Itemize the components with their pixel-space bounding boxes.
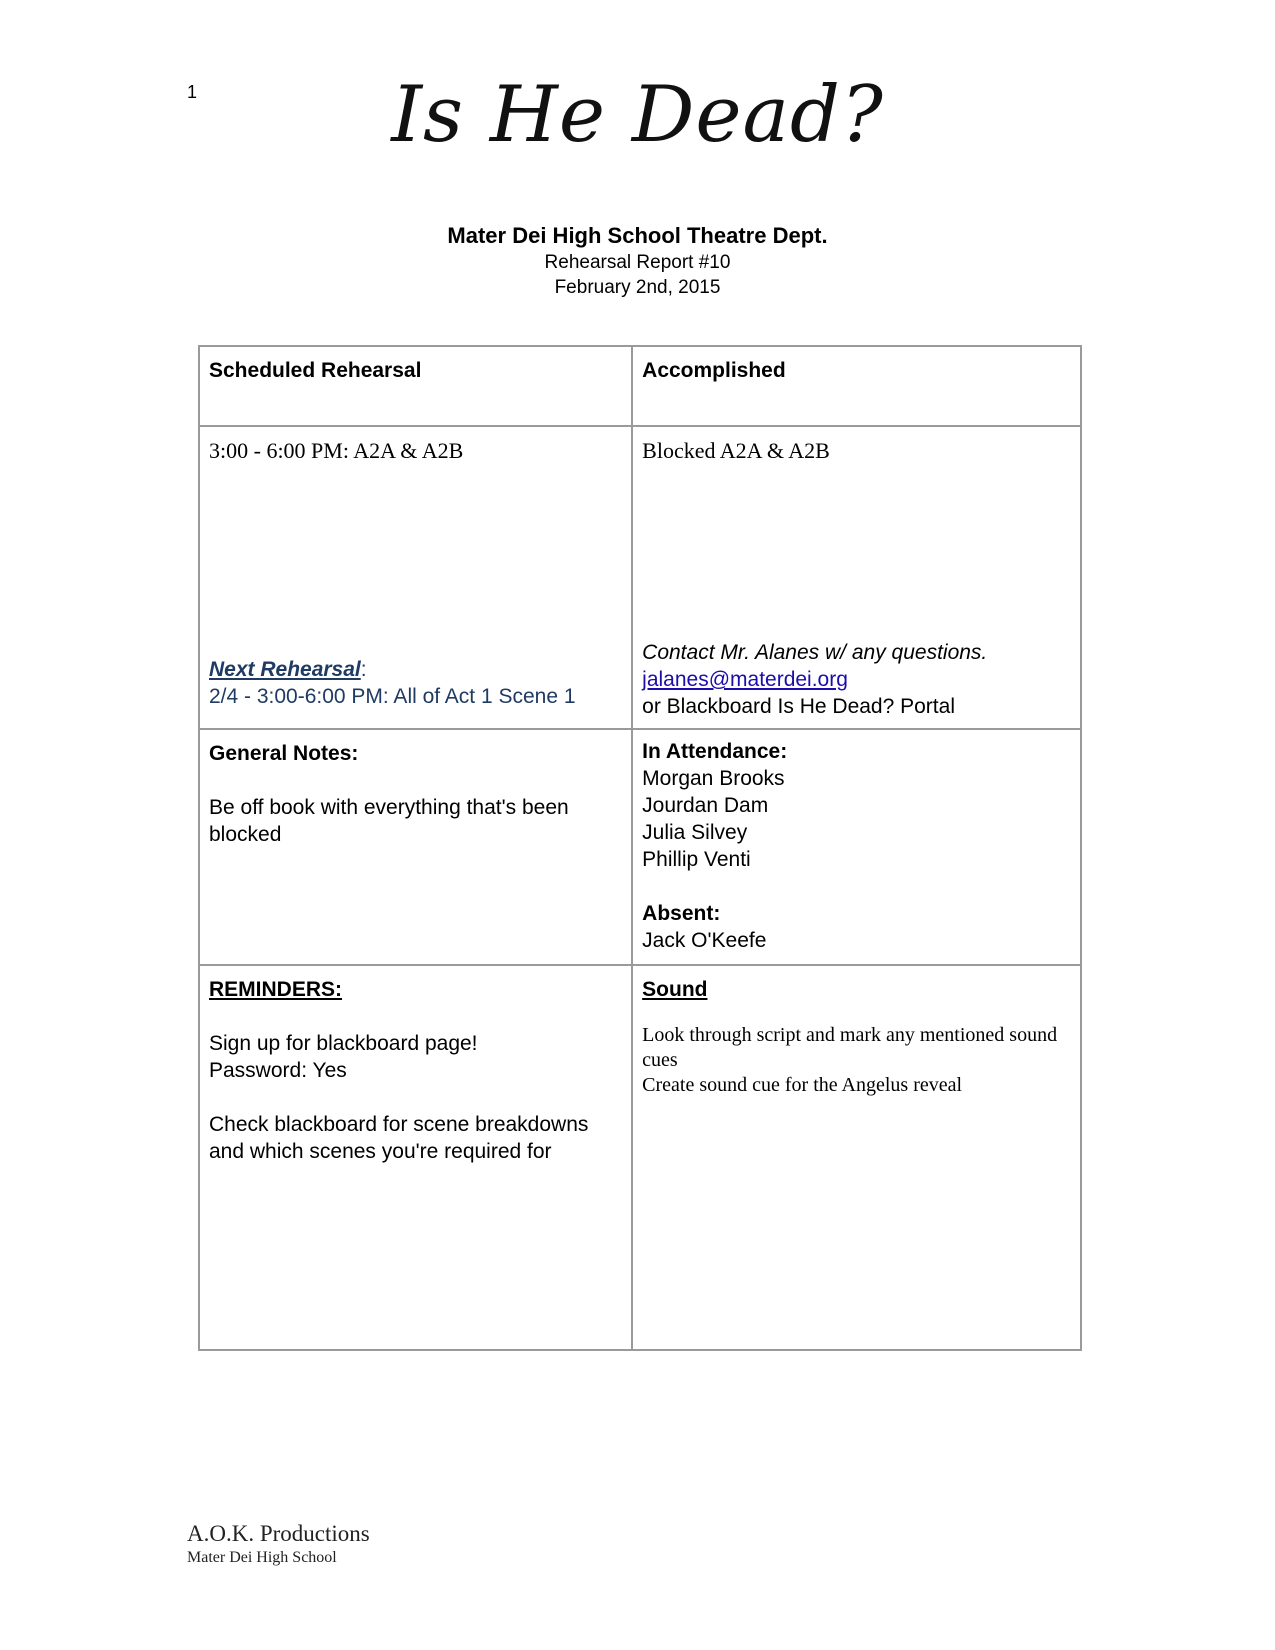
attendance-header: In Attendance: [642,740,788,763]
general-notes-cell [199,729,632,965]
accomplished-header: Accomplished [642,359,786,382]
scheduled-time: 3:00 - 6:00 PM: A2A & A2B [209,438,464,463]
next-rehearsal-colon: : [360,658,367,681]
report-header [0,222,1275,300]
sound-header: Sound [642,978,708,1001]
accomplished-text: Blocked A2A & A2B [642,438,830,463]
next-rehearsal-detail: 2/4 - 3:00-6:00 PM: All of Act 1 Scene 1 [209,685,576,708]
sound-note: Look through script and mark any mentioned sound cues [642,1024,1058,1071]
page-number: 1 [187,82,198,102]
footer-company: A.O.K. Productions [187,1521,370,1546]
schedule-row [199,426,1081,729]
rehearsal-report-table [198,345,1082,1351]
attendee: Jourdan Dam [642,794,769,817]
table-header-row [199,346,1081,426]
next-rehearsal [209,656,576,710]
attendee: Julia Silvey [642,821,748,844]
reminders-row [199,965,1081,1350]
reminder-password: Password: Yes [209,1059,347,1082]
reminder-signup: Sign up for blackboard page! [209,1032,478,1055]
footer-school: Mater Dei High School [187,1549,337,1566]
scheduled-cell [199,426,632,729]
contact-line: Contact Mr. Alanes w/ any questions. [642,641,988,664]
scheduled-header-cell [199,346,632,426]
reminder-check: Check blackboard for scene breakdowns and which scenes you're required for [209,1113,589,1163]
footer [187,1520,370,1568]
absent-person: Jack O'Keefe [642,929,767,952]
report-date: February 2nd, 2015 [554,277,721,298]
report-number: Rehearsal Report #10 [544,252,731,273]
sound-cell [632,965,1081,1350]
attendee: Phillip Venti [642,848,751,871]
school-name: Mater Dei High School Theatre Dept. [447,223,828,248]
contact-portal: or Blackboard Is He Dead? Portal [642,695,955,718]
reminders-header: REMINDERS: [209,978,343,1001]
scheduled-header: Scheduled Rehearsal [209,359,422,382]
contact-email-link[interactable]: jalanes@materdei.org [642,668,848,691]
general-notes-text: Be off book with everything that's been blocked [209,796,569,846]
notes-row [199,729,1081,965]
attendee: Morgan Brooks [642,767,785,790]
next-rehearsal-label: Next Rehearsal [209,658,361,681]
absent-header: Absent: [642,902,721,925]
attendance-cell [632,729,1081,965]
contact-info [642,639,987,720]
general-notes-header: General Notes: [209,742,359,765]
sound-note: Create sound cue for the Angelus reveal [642,1074,963,1096]
accomplished-header-cell [632,346,1081,426]
reminders-cell [199,965,632,1350]
play-title: Is He Dead? [391,70,884,160]
accomplished-cell [632,426,1081,729]
